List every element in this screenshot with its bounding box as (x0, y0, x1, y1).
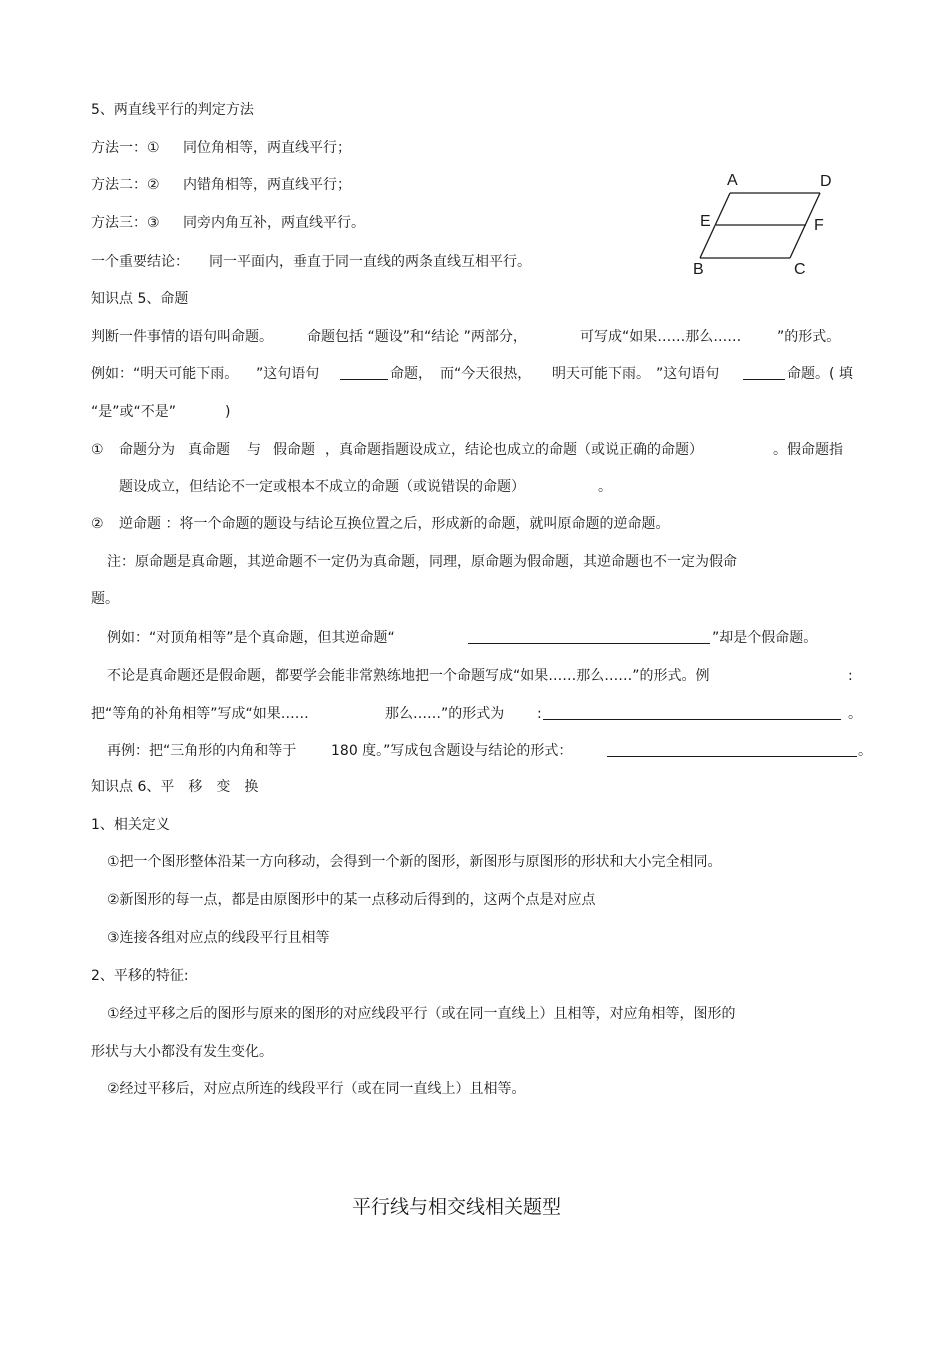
example-4-blank (607, 742, 857, 757)
section-heading: 5、两直线平行的判定方法 (91, 102, 254, 118)
example-1-d: 而“今天很热， (440, 366, 532, 382)
example-1-i: ) (225, 404, 231, 420)
example-1-a: 例如：“明天可能下雨。 (91, 366, 239, 382)
label-D: D (820, 173, 832, 190)
proposition-def-c: 可写成“如果……那么…… (580, 329, 742, 345)
method-1-text: 同位角相等，两直线平行； (183, 140, 351, 156)
definition-1: ①把一个图形整体沿某一方向移动，会得到一个新的图形，新图形与原图形的形状和大小完全相同。 (107, 854, 722, 870)
proposition-def-a: 判断一件事情的语句叫命题。 (91, 329, 273, 345)
converse-text: 逆命题 ：将一个命题的题设与结论互换位置之后，形成新的命题，就叫原命题的逆命题。 (119, 516, 670, 532)
conclusion-text: 同一平面内，垂直于同一直线的两条直线互相平行。 (209, 254, 531, 270)
converse-num: ② (91, 516, 104, 532)
example-4-c: 。 (858, 743, 872, 759)
label-B: B (693, 261, 704, 278)
example-1-e: 明天可能下雨。 (552, 366, 650, 382)
page-title: 平行线与相交线相关题型 (352, 1196, 562, 1218)
conclusion-label: 一个重要结论： (91, 254, 189, 270)
example-2-a: 例如：“对顶角相等”是个真命题，但其逆命题“ (107, 630, 395, 646)
k6-heading: 知识点 6、平 移 变 换 (91, 779, 259, 795)
definition-3: ③连接各组对应点的线段平行且相等 (107, 930, 330, 946)
example-1-g: 命题。( 填 (787, 366, 853, 382)
example-1-h: “是”或“不是” (91, 404, 177, 420)
label-A: A (727, 172, 738, 189)
definitions-heading: 1、相关定义 (91, 817, 170, 833)
proposition-def-d: ”的形式。 (777, 329, 841, 345)
classification-c: 与 (247, 442, 261, 458)
note-a: 注：原命题是真命题，其逆命题不一定仍为真命题，同理，原命题为假命题，其逆命题也不一定为假命 (107, 554, 737, 570)
method-2-text: 内错角相等，两直线平行； (183, 177, 351, 193)
method-3-label: 方法三：③ (91, 215, 160, 231)
definition-2: ②新图形的每一点，都是由原图形中的某一点移动后得到的，这两个点是对应点 (107, 892, 596, 908)
classification-g: 题设成立，但结论不一定或根本不成立的命题（或说错误的命题） (119, 479, 525, 495)
example-3-e: : (537, 706, 542, 722)
method-3-text: 同旁内角互补，两直线平行。 (183, 215, 365, 231)
feature-1-b: 形状与大小都没有发生变化。 (91, 1044, 273, 1060)
example-1-c: 命题， (390, 366, 432, 382)
method-1-label: 方法一：① (91, 140, 160, 156)
example-3-c: 把“等角的补角相等”写成“如果…… (91, 706, 309, 722)
example-1-blank-2 (743, 365, 785, 380)
proposition-def-b: 命题包括 “题设”和“结论 ”两部分， (307, 329, 527, 345)
classification-e: ，真命题指题设成立，结论也成立的命题（或说正确的命题） (325, 442, 703, 458)
example-3-b: : (848, 668, 853, 684)
method-2-label: 方法二：② (91, 177, 160, 193)
example-1-f: ”这句语句 (656, 366, 720, 382)
example-3-a: 不论是真命题还是假命题，都要学会能非常熟练地把一个命题写成“如果……那么……”的形式。例 (107, 668, 710, 684)
classification-b: 真命题 (188, 442, 230, 458)
label-F: F (814, 217, 824, 234)
feature-2: ②经过平移后，对应点所连的线段平行（或在同一直线上）且相等。 (107, 1081, 526, 1097)
example-3-f: 。 (848, 706, 862, 722)
parallelogram-figure (690, 168, 840, 280)
feature-1-a: ①经过平移之后的图形与原来的图形的对应线段平行（或在同一直线上）且相等，对应角相等，图形的 (107, 1006, 736, 1022)
features-heading: 2、平移的特征: (91, 968, 189, 984)
example-2-blank (468, 629, 710, 644)
example-1-b: ”这句语句 (256, 366, 320, 382)
classification-d: 假命题 (273, 442, 315, 458)
classification-h: 。 (598, 479, 612, 495)
classification-f: 。假命题指 (773, 442, 843, 458)
example-1-blank-1 (340, 365, 388, 380)
example-4-b: 180 度。”写成包含题设与结论的形式： (331, 743, 573, 759)
example-3-d: 那么……”的形式为 (385, 706, 505, 722)
label-C: C (794, 261, 806, 278)
example-2-b: ”却是个假命题。 (712, 630, 818, 646)
note-b: 题。 (91, 591, 119, 607)
label-E: E (700, 213, 711, 230)
example-3-blank (543, 705, 841, 720)
k5-heading: 知识点 5、命题 (91, 291, 189, 307)
classification-num: ① (91, 442, 104, 458)
classification-a: 命题分为 (119, 442, 175, 458)
example-4-a: 再例：把“三角形的内角和等于 (107, 743, 297, 759)
